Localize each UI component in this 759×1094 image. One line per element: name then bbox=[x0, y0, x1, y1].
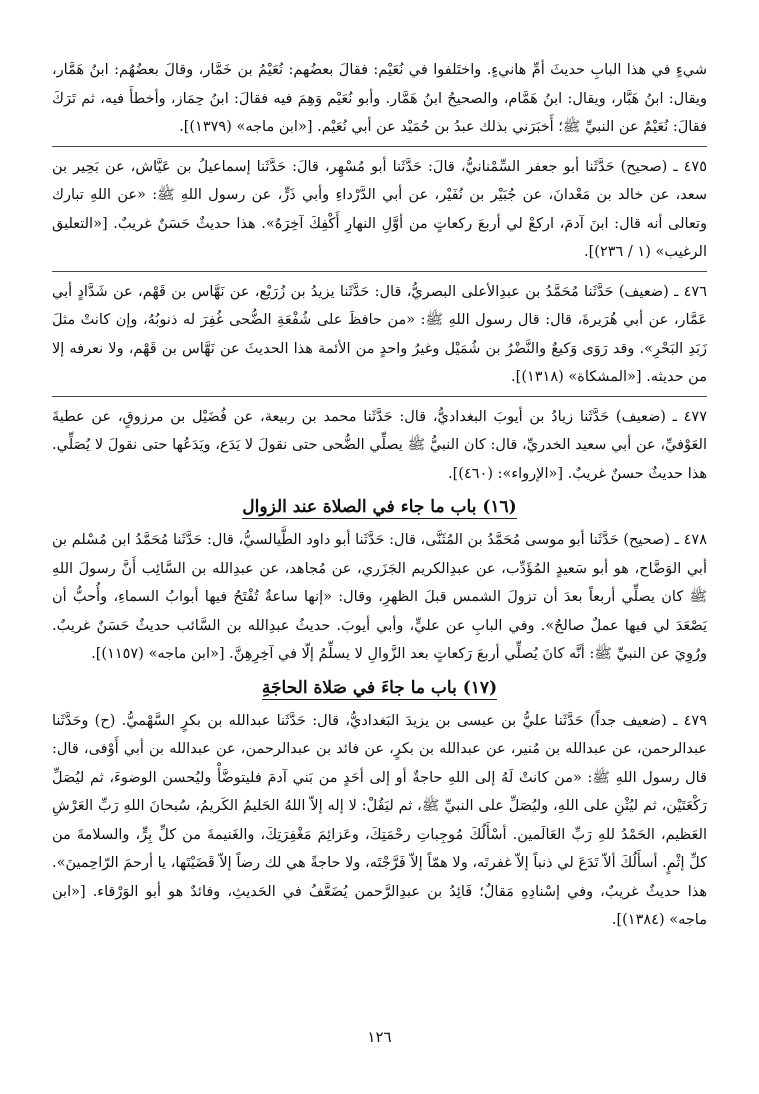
hadith-478: ٤٧٨ ـ (صحيح) حَدَّثَنا أبو موسى مُحَمَّدُ بن المُثَنَّى، قال: حَدَّثَنا أبو داود الطَّيالسيُّ، قال: حَدَّثَنا مُحَمَّدُ ابن مُسْلم بن أبي الوَضَّاح، هو أبو سَعيدٍ المُؤَدِّب، عن عبدِالكريم الجَزَري، عن مُجاهد، عن عبدِالله بن السَّائِب أَنَّ رسولَ اللهِ ﷺ كان يصلِّي أربعاً بعدَ أن تزولَ الشمس قبلَ الظهرِ، وقال: «إنها ساعةٌ تُفْتَحُ فيها أبوابُ السماءِ، وأُحبُّ أن يَصْعَدَ لي فيها عملٌ صالحٌ». وفي البابِ عن عليٍّ، وأبي أيوبَ. حديثُ عبدِالله بن السَّائب حديثٌ حَسَنٌ غريبٌ. ورُوِيَ عن النبيِّ ﷺ: أنَّه كانَ يُصلِّي أربعَ رَكعاتٍ بعد الزَّوالِ لا يسلِّمُ إلّا في آخِرِهِنَّ. [«ابن ماجه» (١١٥٧)]. bbox=[52, 532, 707, 662]
chapter-title: (١٦) باب ما جاء في الصلاة عند الزوال bbox=[242, 497, 517, 517]
hadith-475: ٤٧٥ ـ (صحيح) حَدَّثَنا أبو جعفر السِّمْنانيُّ، قالَ: حَدَّثَنا أبو مُسْهِر، قالَ: حَدَّثَنا إسماعيلُ بن عَيَّاش، عن بَحِير بن سعد، عن خالد بن مَعْدانَ، عن جُبَيْر بن نُفَيْر، عن أبي الدَّرْداءِ وأبي ذَرٍّ، عن رسول اللهِ ﷺ: «عن اللهِ تبارك وتعالى أنه قال: ابنَ آدمَ، اركعْ لي أربعَ ركعاتٍ من أوَّلِ النهارِ أَكْفِكَ آخِرَهُ». هذا حديثٌ حَسَنٌ غريبٌ. [«التعليق الرغيب» (١ / ٢٣٦)]. bbox=[52, 158, 707, 260]
divider bbox=[52, 271, 707, 272]
hadith-477: ٤٧٧ ـ (ضعيف) حَدَّثَنا زيادُ بن أيوبَ البغداديُّ، قال: حَدَّثَنا محمد بن ربيعة، عن فُضَيْل بن مرزوقٍ، عن عطيةَ العَوْفيِّ، عن أبي سعيد الخدريِّ، قال: كان النبيُّ ﷺ يصلِّي الضُّحى حتى نقولَ لا يَدَع، ويَدَعُها حتى نقولَ لا يُصَلِّي. هذا حديثٌ حسنٌ غريبٌ. [«الإرواء»: (٤٦٠)]. bbox=[52, 408, 707, 482]
paragraph-continuation: شيءٍ في هذا البابِ حديثَ أمِّ هانيءٍ. واختَلفوا في نُعَيْم: فقالَ بعضُهم: نُعَيْمُ بن خَمَّار، وقالَ بعضُهُم: ابنُ هَمَّار، ويقال: ابنُ هَبَّار، ويقال: ابنُ هَمَّام، والصحيحُ ابنُ هَمَّار. وأبو نُعَيْم وَهِمَ فيه فقالَ: ابنُ حِمَاز، وأخطأَ فيه، ثم تَرَكَ فقالَ: نُعَيْمٌ عن النبيِّ ﷺ؛ أَخبَرَني بذلك عبدُ بن حُمَيْد عن أبي نُعَيْم. [«ابن ماجه» (١٣٧٩)]. bbox=[52, 62, 707, 135]
chapter-heading-17 bbox=[52, 673, 707, 703]
chapter-heading-16 bbox=[52, 492, 707, 522]
divider bbox=[52, 396, 707, 397]
hadith-479: ٤٧٩ ـ (ضعيف جداً) حَدَّثَنا عليُّ بن عيسى بن يزيدَ البَغداديُّ، قال: حَدَّثَنا عبدالله بن بكرٍ السَّهْميُّ. (ح) وحَدَّثَنا عبدالرحمن، عن عبدالله بن مُنير، عن عبدالله بن بكرٍ، عن فائد بن عبدالرحمن، عن عبدالله بن أبي أَوْفى، قال: قال رسول اللهِ ﷺ: «من كانتْ لَهُ إلى اللهِ حاجةٌ أو إلى أحَدٍ من بَني آدمَ فليتوضَّأْ وليُحسن الوضوءَ، ثم ليُصَلِّ رَكْعَتَيْن، ثم ليُثْنِ على اللهِ، وليُصَلِّ على النبيِّ ﷺ، ثم ليَقُلْ: لا إله إلاّ اللهُ الحَليمُ الكَريمُ، سُبحانَ اللهِ رَبِّ العَرْشِ العَظيم، الحَمْدُ للهِ رَبِّ العَالَمين. أسْأَلُكَ مُوجِباتِ رحْمَتِكَ، وعَزائِمَ مَغْفِرَتِكَ، والغَنيمةَ من كلِّ بِرٍّ، والسلامةَ من كلِّ إثْمٍ. أسأَلُكَ ألاّ تَدَعَ لي ذنباً إلاّ غفرتَه، ولا همّاً إلاّ فَرَّجْتَه، ولا حاجةً هي لك رضاً إلاّ قَضَيْتَها، يا أرحمَ الرّاحِمينَ». هذا حديثٌ غريبٌ، وفي إسْنادِهِ مَقالٌ؛ فَائِدُ بن عبدِالرَّحمن يُضَعَّفُ في الحَديثِ، وفائدٌ هو أبو الوَرْقاء. [«ابن ماجه» (١٣٨٤)]. bbox=[52, 712, 707, 928]
chapter-title: (١٧) باب ما جاءَ في صَلاة الحاجَةِ bbox=[261, 677, 498, 698]
divider bbox=[52, 146, 707, 147]
page-number: ١٢٦ bbox=[367, 1028, 392, 1046]
hadith-476: ٤٧٦ ـ (ضعيف) حَدَّثَنا مُحَمَّدُ بن عبدِالأعلى البصريُّ، قال: حَدَّثَنا يزيدُ بن زُرَيْع، عن نَهَّاس بن قَهْم، عن شَدَّادٍ أبي عَمَّار، عن أبي هُرَيرةَ، قال: قال رسول اللهِ ﷺ: «من حافظَ على شُفْعَةِ الضُّحى غُفِرَ له ذنوبُهُ، وإن كانتْ مثلَ زَبَدِ البَحْرِ». وقد رَوَى وَكيعٌ والنَّضْرُ بن شُمَيْل وغيرُ واحدٍ من الأئمة هذا الحديثَ عن نَهَّاس بن قَهْم، ولا نعرفه إلا من حديثه. [«المشكاة» (١٣١٨)]. bbox=[52, 283, 707, 385]
